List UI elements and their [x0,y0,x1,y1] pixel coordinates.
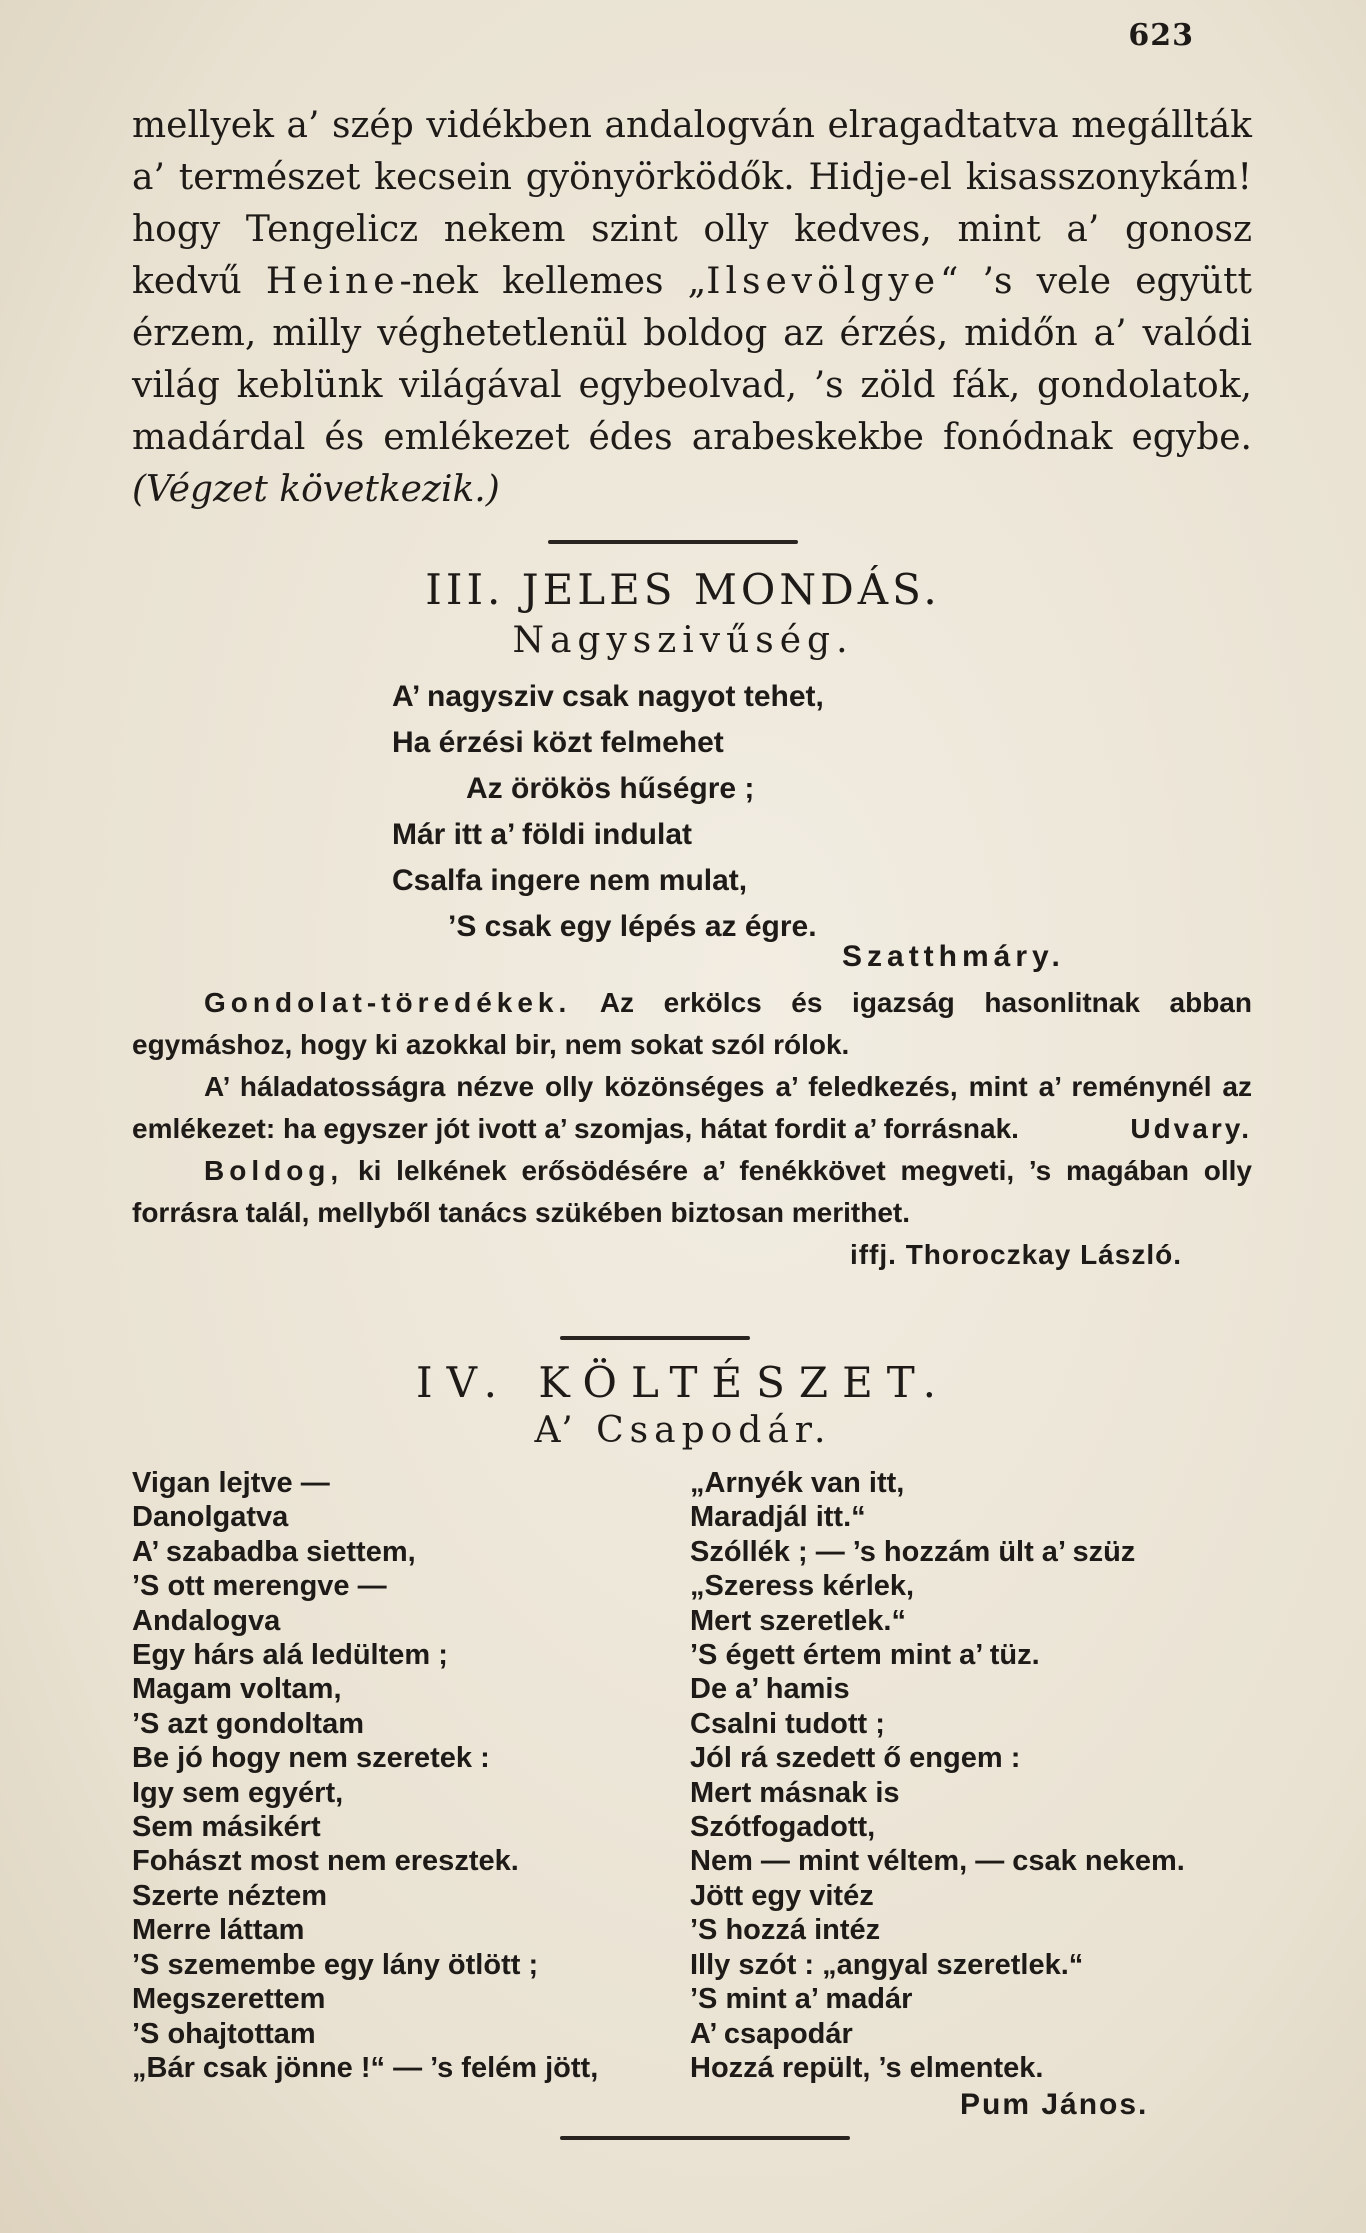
poem-line: Vigan lejtve — [132,1467,330,1499]
poem-line: Mert szeretlek.“ [690,1604,906,1637]
poem-line: Mert másnak is [690,1776,900,1809]
author-pum-janos: Pum János. [960,2088,1149,2121]
intro-text-2: -nek kellemes „ [399,261,707,302]
thought-fragments [132,982,1252,1276]
poem-nagyszivuseg [392,674,824,950]
poem-line: De a’ hamis [690,1673,850,1706]
intro-paragraph [132,100,1252,516]
page-number: 623 [1128,18,1194,53]
poem-line: ’S égett értem mint a’ tüz. [690,1639,1040,1672]
section-3-title: III. JELES MONDÁS. [425,565,941,614]
poem-line: Szótfogadott, [690,1811,876,1844]
fragments-heading: Gondolat-töredékek. [204,987,572,1018]
poem-line: „Szeress kérlek, [690,1570,915,1603]
poem-line: Illy szót : „angyal szeretlek.“ [690,1948,1084,1981]
continuation-note: (Végzet következik.) [132,469,500,510]
poem-line: Fohászt most nem eresztek. [132,1845,519,1878]
poem-left-column [132,1466,598,2085]
fragment-1: Az erkölcs és igazság hasonlitnak abban egymáshoz, hogy ki azokkal bir, nem sokat szól rólok. [132,987,1252,1060]
poem-line: Csalni tudott ; [690,1707,885,1740]
poem-line: Igy sem egyért, [132,1776,344,1809]
author-udvary: Udvary. [1130,1113,1252,1144]
intro-name-heine: Heine [265,261,400,302]
divider-2 [560,1336,750,1340]
poem-line: ’S azt gondoltam [132,1707,364,1740]
poem-line: Szóllék ; — ’s hozzám ült a’ szüz [690,1535,1136,1568]
author-thoroczkay: iffj. Thoroczkay László. [849,1239,1182,1270]
poem-line: Merre láttam [132,1914,305,1947]
poem-line: ’S hozzá intéz [690,1914,881,1947]
poem-line: A’ szabadba siettem, [132,1535,416,1568]
poem-line: Nem — mint véltem, — csak nekem. [690,1845,1185,1878]
fragment-3-lead: Boldog, [204,1155,344,1186]
section-4-title: IV. KÖLTÉSZET. [416,1358,950,1407]
poem-line: ’S ott merengve — [132,1570,387,1603]
poem-line: Megszerettem [132,1983,326,2016]
poem-line: Szerte néztem [132,1879,328,1912]
poem-line: Ha érzési közt felmehet [392,726,724,759]
divider-3 [560,2136,850,2140]
intro-text-1: mellyek a’ szép vidékben andalogván elragadtatva megállták a’ természet kecsein gyönyörködők. Hidje-el kisasszonykám! hogy Tengelicz nekem szint olly kedves, mint a’ gonosz kedvű [132,105,1252,302]
section-4-subtitle: A’ Csapodár. [534,1410,832,1451]
section-3-subtitle: Nagyszivűség. [512,620,854,661]
intro-name-ilsevolgye: Ilsevölgye [706,261,941,302]
poem-line: A’ csapodár [690,2017,853,2050]
fragment-3: ki lelkének erősödésére a’ fenékkövet megveti, ’s magában olly forrásra talál, mellyből tanács szükében biztosan merithet. [132,1155,1252,1228]
poem-line: Hozzá repült, ’s elmentek. [690,2051,1044,2084]
author-szatthmary: Szatthmáry. [842,940,1065,973]
poem-line: Egy hárs alá ledültem ; [132,1639,448,1672]
poem-line: ’S mint a’ madár [690,1983,913,2016]
poem-line: ’S ohajtottam [132,2017,316,2050]
poem-line: Andalogva [132,1604,281,1637]
poem-line: „Arnyék van itt, [690,1467,905,1499]
poem-line: Sem másikért [132,1811,321,1844]
poem-line: Magam voltam, [132,1673,342,1706]
divider-1 [548,540,798,544]
intro-text-3: “ ’s vele együtt érzem, milly véghetetlenül boldog az érzés, midőn a’ valódi világ keblünk világával egybeolvad, ’s zöld fák, gondolatok, madárdal és emlékezet édes arabeskekbe fonódnak egybe. [132,261,1252,458]
poem-line: Jól rá szedett ő engem : [690,1742,1021,1775]
poem-line: Be jó hogy nem szeretek : [132,1742,490,1775]
poem-line: Csalfa ingere nem mulat, [392,864,748,897]
poem-line: ’S szemembe egy lány ötlött ; [132,1948,539,1981]
poem-line: „Bár csak jönne !“ — ’s felém jött, [132,2051,599,2084]
poem-line: ’S csak egy lépés az égre. [448,910,817,943]
poem-line: Maradjál itt.“ [690,1501,866,1534]
poem-line: Danolgatva [132,1501,289,1534]
fragment-2: A’ háladatosságra nézve olly közönséges a’ feledkezés, mint a’ reménynél az emlékezet: ha egyszer jót ivott a’ szomjas, hátat fordit a’ forrásnak. [132,1071,1252,1144]
poem-line: Már itt a’ földi indulat [392,818,692,851]
poem-line: Az örökös hűségre ; [466,772,755,805]
poem-line: Jött egy vitéz [690,1879,874,1912]
poem-line: A’ nagysziv csak nagyot tehet, [392,680,824,713]
poem-right-column [690,1466,1185,2085]
